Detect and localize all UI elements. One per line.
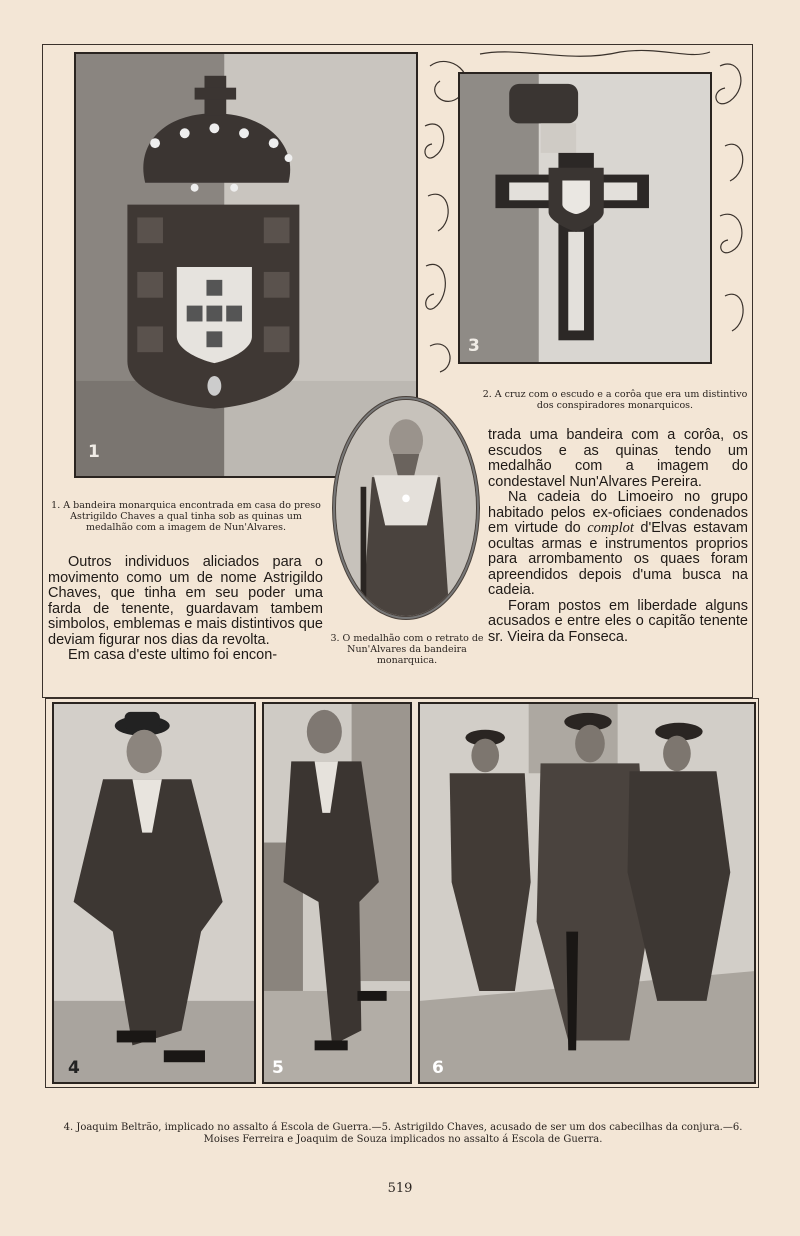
paragraph: Foram postos em liberdade alguns acusados e entre eles o capitão tenente sr. Vieira da Fonseca.	[488, 597, 748, 645]
photo-number: 1	[88, 442, 100, 462]
text-run: d'Elvas estavam ocultas armas e instrumentos proprios para arrombamento os quaes foram apreendidos depois d'uma busca na cadeia.	[488, 520, 748, 598]
photo-number: 3	[468, 336, 480, 356]
photo-joaquim-beltrao	[52, 702, 256, 1084]
photo-cross-insignia	[458, 72, 712, 364]
paragraph: Outros individuos aliciados para o movimento como um de nome Astrigildo Chaves, que tinha em seu poder uma farda de tenente, guardavam tambem simbolos, emblemas e mais distintivos que deviam figurar nos dias da revolta.	[48, 554, 323, 648]
photo-number: 5	[272, 1058, 284, 1078]
text-run-italic: complot	[587, 520, 634, 536]
photo-number: 6	[432, 1058, 444, 1078]
photo-medallion	[332, 396, 480, 620]
paragraph: Em casa d'este ultimo foi encon-	[68, 647, 278, 663]
paragraph	[488, 490, 748, 599]
caption-bottom-photos: 4. Joaquim Beltrão, implicado no assalto á Escola de Guerra.—5. Astrigildo Chaves, acusado de ser um dos cabecilhas da conjura.—6. Moises Ferreira e Joaquim de Souza implicados no assalto á Escola de Guerra.	[63, 1122, 743, 1145]
caption-cross: 2. A cruz com o escudo e a corôa que era um distintivo dos conspiradores monarquicos.	[482, 389, 748, 411]
page-number: 519	[387, 1181, 413, 1196]
paragraph: trada uma bandeira com a corôa, os escudos e as quinas tendo um medalhão com a imagem do condestavel Nun'Alvares Pereira.	[488, 427, 748, 490]
photo-moises-ferreira-joaquim-souza	[418, 702, 756, 1084]
article-text-right	[488, 428, 748, 645]
photo-number: 4	[68, 1058, 80, 1078]
caption-medallion: 3. O medalhão com o retrato de Nun'Alvares da bandeira monarquica.	[330, 633, 484, 666]
article-text-left	[48, 555, 323, 664]
text-run: Na cadeia do Limoeiro no grupo habitado pelos ex-oficiaes condenados em virtude do	[488, 489, 748, 536]
caption-flag: 1. A bandeira monarquica encontrada em casa do preso Astrigildo Chaves a qual tinha sob as quinas um medalhão com a imagem de Nun'Alvares.	[51, 500, 321, 533]
photo-astrigildo-chaves	[262, 702, 412, 1084]
